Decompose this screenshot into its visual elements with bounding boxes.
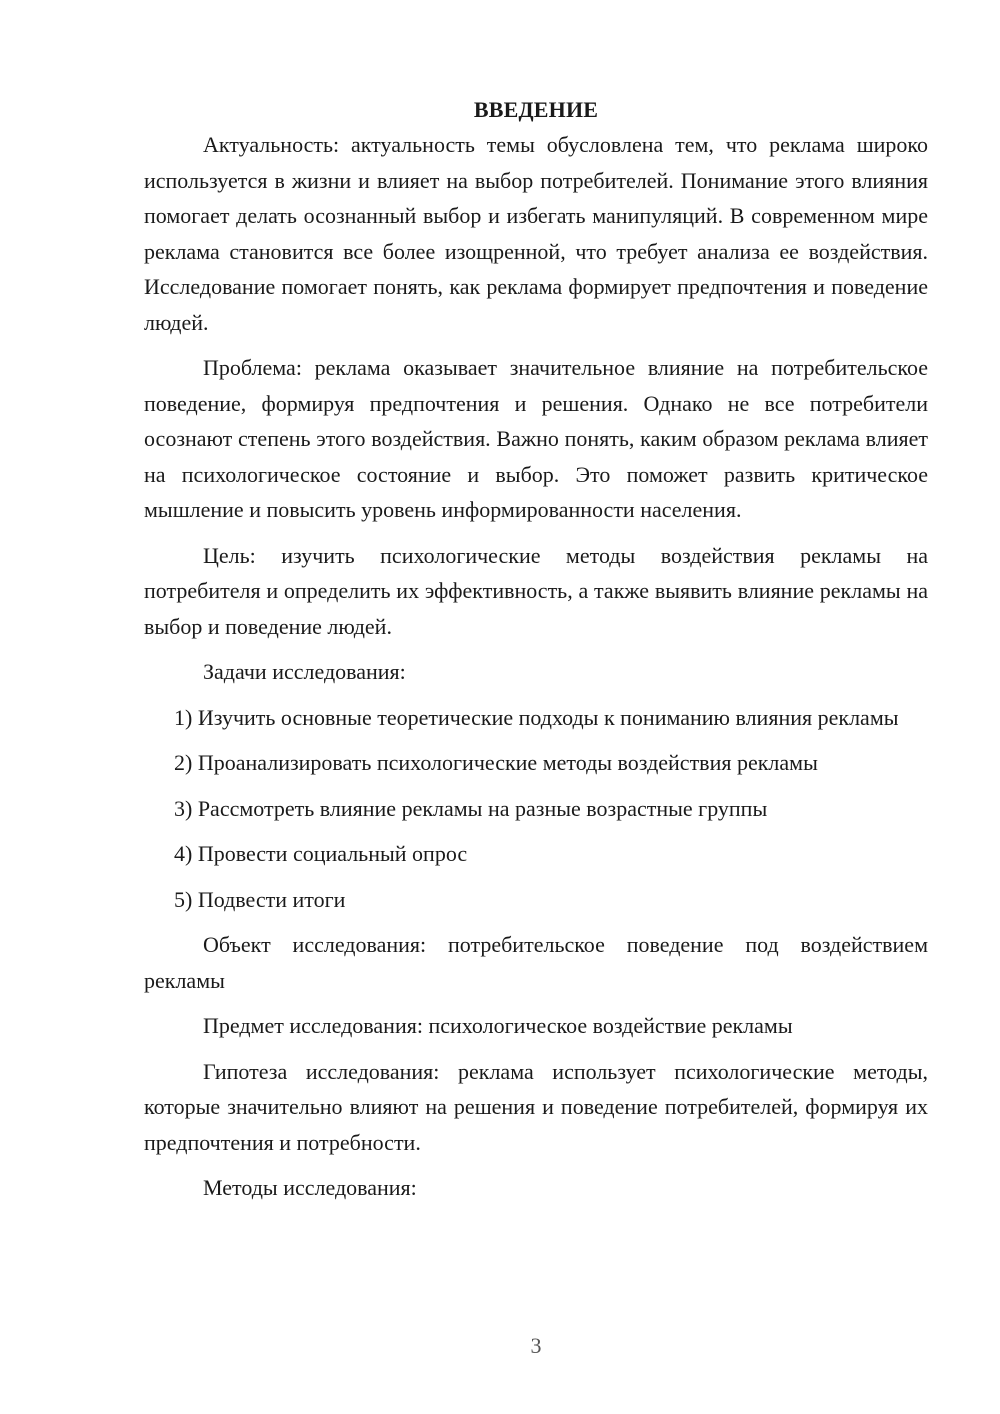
page-number: 3 bbox=[530, 1333, 542, 1358]
paragraph-relevance: Актуальность: актуальность темы обусловлена тем, что реклама широко используется в жизни и влияет на выбор потребителей. Понимание этого влияния помогает делать осознанный выбор и избегать манипуляций. В современном мире реклама становится все более изощренной, что требует анализа ее воздействия. Исследование помогает понять, как реклама формирует предпочтения и поведение людей. bbox=[144, 132, 928, 335]
paragraph-object: Объект исследования: потребительское поведение под воздействием рекламы bbox=[144, 932, 928, 993]
page-content bbox=[144, 94, 928, 1216]
task-item-4: 4) Провести социальный опрос bbox=[174, 841, 468, 866]
task-item-1: 1) Изучить основные теоретические подходы к пониманию влияния рекламы bbox=[174, 704, 899, 730]
methods-heading: Методы исследования: bbox=[203, 1175, 417, 1200]
paragraph-problem: Проблема: реклама оказывает значительное влияние на потребительское поведение, формируя предпочтения и решения. Однако не все потребители осознают степень этого воздействия. Важно понять, каким образом реклама влияет на психологическое состояние и выбор. Это поможет развить критическое мышление и повысить уровень информированности населения. bbox=[144, 355, 928, 522]
task-item-5: 5) Подвести итоги bbox=[174, 886, 346, 912]
paragraph-subject: Предмет исследования: психологическое воздействие рекламы bbox=[203, 1013, 793, 1038]
paragraph-hypothesis: Гипотеза исследования: реклама использует психологические методы, которые значительно влияют на решения и поведение потребителей, формируя их предпочтения и потребности. bbox=[144, 1058, 928, 1155]
tasks-heading: Задачи исследования: bbox=[203, 659, 406, 684]
task-item-2: 2) Проанализировать психологические методы воздействия рекламы bbox=[174, 750, 818, 775]
paragraph-goal: Цель: изучить психологические методы воздействия рекламы на потребителя и определить их эффективность, а также выявить влияние рекламы на выбор и поведение людей. bbox=[144, 542, 928, 639]
page-title: ВВЕДЕНИЕ bbox=[473, 97, 599, 122]
task-item-3: 3) Рассмотреть влияние рекламы на разные возрастные группы bbox=[174, 795, 768, 821]
